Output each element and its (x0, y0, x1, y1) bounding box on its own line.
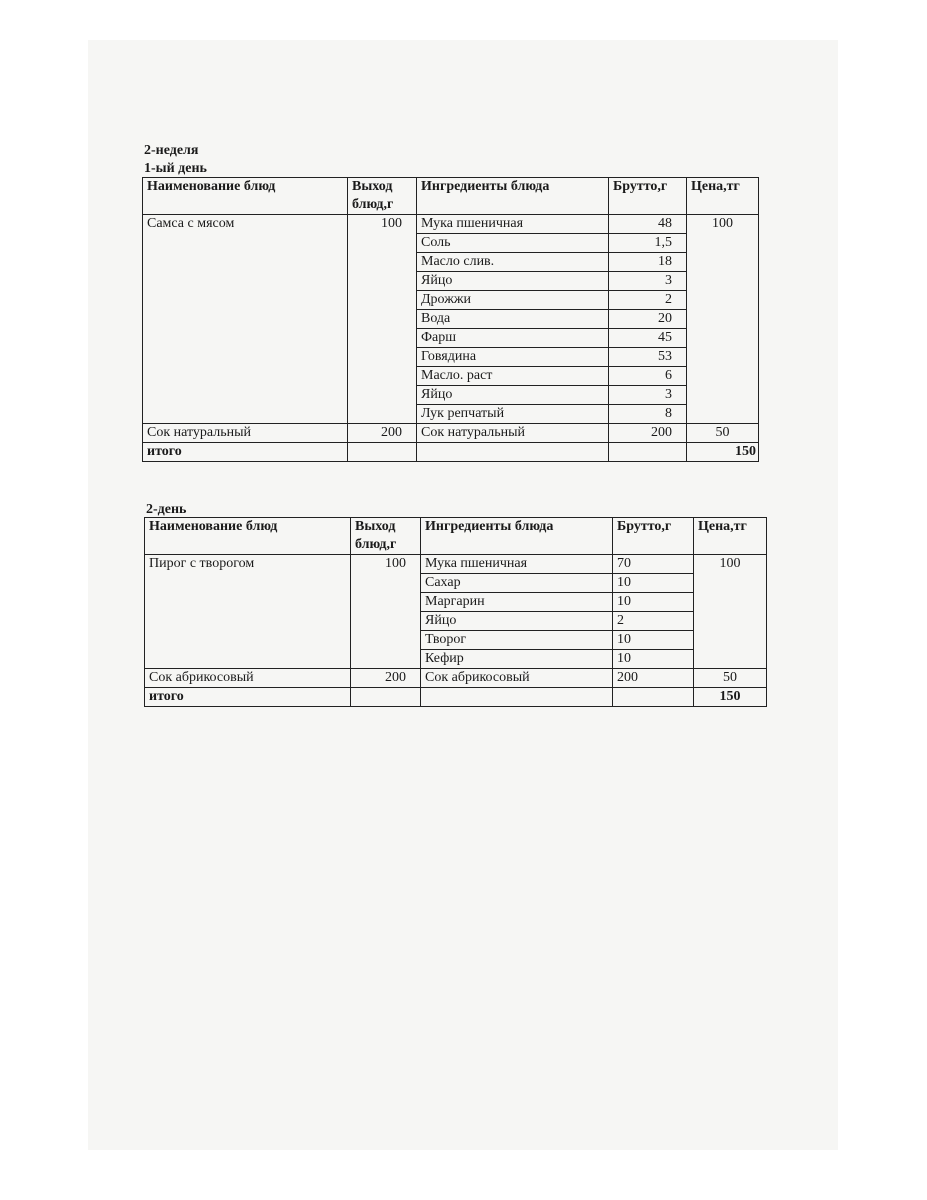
dish-price: 100 (694, 555, 767, 669)
total-label: итого (145, 688, 351, 707)
dish-yield: 200 (348, 424, 417, 443)
header-yield: Выход блюд,г (348, 178, 417, 215)
header-ingredients: Ингредиенты блюда (421, 518, 613, 555)
ingredient-gross: 6 (609, 367, 687, 386)
ingredient-name: Мука пшеничная (417, 215, 609, 234)
header-gross: Брутто,г (609, 178, 687, 215)
dish-name: Самса с мясом (143, 215, 348, 424)
ingredient-gross: 2 (609, 291, 687, 310)
ingredient-gross: 200 (613, 669, 694, 688)
ingredient-gross: 3 (609, 386, 687, 405)
day-1-menu-table (142, 177, 759, 462)
table-row (145, 669, 767, 688)
ingredient-gross: 70 (613, 555, 694, 574)
header-yield: Выход блюд,г (351, 518, 421, 555)
total-value: 150 (687, 443, 759, 462)
ingredient-gross: 10 (613, 631, 694, 650)
ingredient-name: Вода (417, 310, 609, 329)
ingredient-name: Фарш (417, 329, 609, 348)
ingredient-name: Сахар (421, 574, 613, 593)
dish-name: Сок натуральный (143, 424, 348, 443)
table-row (145, 555, 767, 574)
ingredient-name: Масло. раст (417, 367, 609, 386)
table-header-row (143, 178, 759, 215)
day-2-menu-table (144, 517, 767, 707)
dish-price: 50 (694, 669, 767, 688)
total-row (145, 688, 767, 707)
table-header-row (145, 518, 767, 555)
dish-yield: 200 (351, 669, 421, 688)
ingredient-gross: 45 (609, 329, 687, 348)
ingredient-gross: 10 (613, 650, 694, 669)
dish-yield: 100 (348, 215, 417, 424)
header-dish: Наименование блюд (143, 178, 348, 215)
ingredient-name: Творог (421, 631, 613, 650)
ingredient-gross: 3 (609, 272, 687, 291)
table-row (143, 215, 759, 234)
dish-yield: 100 (351, 555, 421, 669)
ingredient-name: Дрожжи (417, 291, 609, 310)
day-2-title: 2-день (146, 502, 187, 517)
ingredient-name: Яйцо (421, 612, 613, 631)
ingredient-name: Яйцо (417, 386, 609, 405)
ingredient-name: Соль (417, 234, 609, 253)
header-dish: Наименование блюд (145, 518, 351, 555)
ingredient-name: Сок натуральный (417, 424, 609, 443)
ingredient-gross: 48 (609, 215, 687, 234)
ingredient-name: Масло слив. (417, 253, 609, 272)
ingredient-gross: 200 (609, 424, 687, 443)
total-value: 150 (694, 688, 767, 707)
week-title: 2-неделя (144, 143, 199, 158)
ingredient-name: Сок абрикосовый (421, 669, 613, 688)
dish-name: Сок абрикосовый (145, 669, 351, 688)
dish-name: Пирог с творогом (145, 555, 351, 669)
dish-price: 50 (687, 424, 759, 443)
header-price: Цена,тг (694, 518, 767, 555)
ingredient-gross: 20 (609, 310, 687, 329)
dish-price: 100 (687, 215, 759, 424)
ingredient-gross: 10 (613, 574, 694, 593)
header-ingredients: Ингредиенты блюда (417, 178, 609, 215)
ingredient-name: Говядина (417, 348, 609, 367)
day-1-title: 1-ый день (144, 161, 207, 176)
total-row (143, 443, 759, 462)
ingredient-gross: 10 (613, 593, 694, 612)
ingredient-gross: 8 (609, 405, 687, 424)
ingredient-gross: 18 (609, 253, 687, 272)
ingredient-name: Кефир (421, 650, 613, 669)
ingredient-name: Мука пшеничная (421, 555, 613, 574)
ingredient-name: Лук репчатый (417, 405, 609, 424)
header-gross: Брутто,г (613, 518, 694, 555)
ingredient-name: Маргарин (421, 593, 613, 612)
table-row (143, 424, 759, 443)
total-label: итого (143, 443, 348, 462)
ingredient-name: Яйцо (417, 272, 609, 291)
ingredient-gross: 53 (609, 348, 687, 367)
header-price: Цена,тг (687, 178, 759, 215)
ingredient-gross: 2 (613, 612, 694, 631)
ingredient-gross: 1,5 (609, 234, 687, 253)
